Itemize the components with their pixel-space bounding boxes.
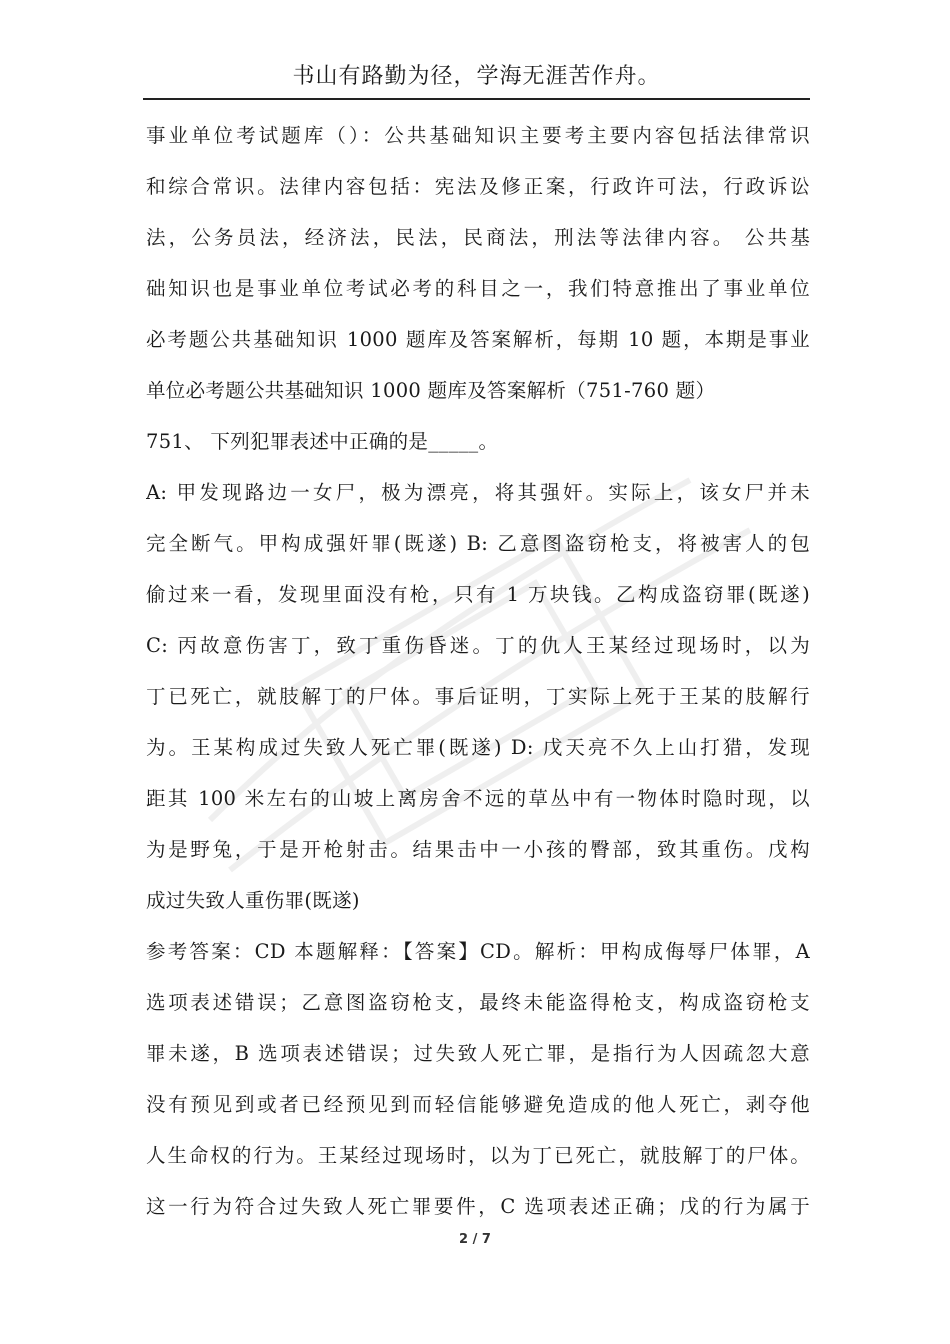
text-line: 完全断气。甲构成强奸罪(既遂) B: 乙意图盗窃枪支，将被害人的包 bbox=[146, 532, 810, 555]
text-line: C: 丙故意伤害丁，致丁重伤昏迷。丁的仇人王某经过现场时，以为 bbox=[146, 634, 810, 657]
text-line: 偷过来一看，发现里面没有枪，只有 1 万块钱。乙构成盗窃罪(既遂) bbox=[146, 583, 810, 606]
intro-paragraph bbox=[146, 110, 810, 416]
text-line: 罪未遂，B 选项表述错误；过失致人死亡罪，是指行为人因疏忽大意 bbox=[146, 1042, 810, 1065]
text-line: 事业单位考试题库（）：公共基础知识主要考主要内容包括法律常识 bbox=[146, 124, 810, 147]
text-line: 距其 100 米左右的山坡上离房舍不远的草丛中有一物体时隐时现，以 bbox=[146, 787, 810, 810]
text-line: 这一行为符合过失致人死亡罪要件，C 选项表述正确；戊的行为属于 bbox=[146, 1195, 810, 1218]
text-line: 必考题公共基础知识 1000 题库及答案解析，每期 10 题，本期是事业 bbox=[146, 328, 810, 351]
text-line: 参考答案：CD 本题解释：【答案】CD。解析：甲构成侮辱尸体罪，A bbox=[146, 940, 810, 963]
text-line: 选项表述错误；乙意图盗窃枪支，最终未能盗得枪支，构成盗窃枪支 bbox=[146, 991, 810, 1014]
page-header-motto: 书山有路勤为径，学海无涯苦作舟。 bbox=[292, 64, 661, 89]
text-line: 为。王某构成过失致人死亡罪(既遂) D: 戊天亮不久上山打猎，发现 bbox=[146, 736, 810, 759]
text-line: 没有预见到或者已经预见到而轻信能够避免造成的他人死亡，剥夺他 bbox=[146, 1093, 810, 1116]
text-line: 为是野兔，于是开枪射击。结果击中一小孩的臀部，致其重伤。戊构 bbox=[146, 838, 810, 861]
page-number: 2 / 7 bbox=[459, 1232, 491, 1247]
text-line: 和综合常识。法律内容包括：宪法及修正案，行政许可法，行政诉讼 bbox=[146, 175, 810, 198]
text-line: 人生命权的行为。王某经过现场时，以为丁已死亡，就肢解丁的尸体。 bbox=[146, 1144, 810, 1167]
text-line: 法，公务员法，经济法，民法，民商法，刑法等法律内容。 公共基 bbox=[146, 226, 810, 249]
text-line: A: 甲发现路边一女尸，极为漂亮，将其强奸。实际上，该女尸并未 bbox=[146, 481, 810, 504]
document-body bbox=[146, 110, 810, 1232]
text-line: 成过失致人重伤罪(既遂) bbox=[146, 889, 360, 912]
text-line: 单位必考题公共基础知识 1000 题库及答案解析（751-760 题） bbox=[146, 379, 716, 402]
text-line: 丁已死亡，就肢解丁的尸体。事后证明，丁实际上死于王某的肢解行 bbox=[146, 685, 810, 708]
text-line: 础知识也是事业单位考试必考的科目之一，我们特意推出了事业单位 bbox=[146, 277, 810, 300]
header-divider bbox=[143, 98, 810, 100]
question-options bbox=[146, 467, 810, 926]
answer-explanation bbox=[146, 926, 810, 1232]
question-stem: 751、 下列犯罪表述中正确的是_____。 bbox=[146, 430, 499, 453]
